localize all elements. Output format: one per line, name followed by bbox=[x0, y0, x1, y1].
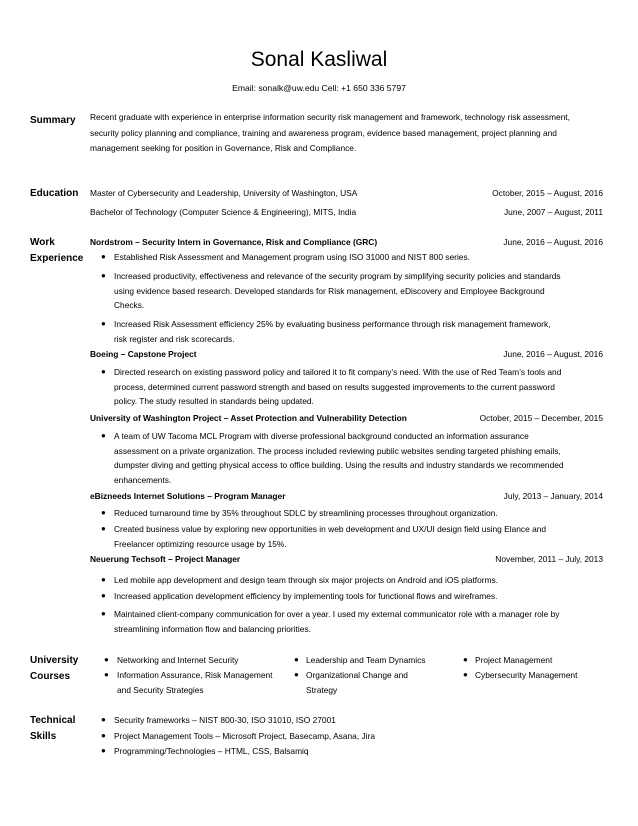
job-header bbox=[90, 411, 603, 425]
job-title: eBizneeds Internet Solutions – Program Manager bbox=[90, 491, 286, 501]
course-item: Networking and Internet Security bbox=[117, 655, 239, 665]
job-bullet: Established Risk Assessment and Management program using ISO 31000 and NIST 800 series. bbox=[114, 252, 470, 262]
bullet-icon: ● bbox=[294, 670, 299, 679]
course-item: Leadership and Team Dynamics bbox=[306, 655, 426, 665]
education-degree: Bachelor of Technology (Computer Science & Engineering), MITS, India bbox=[90, 207, 357, 217]
job-dates: November, 2011 – July, 2013 bbox=[495, 554, 603, 564]
bullet-icon: ● bbox=[101, 367, 106, 376]
job-dates: October, 2015 – December, 2015 bbox=[479, 413, 603, 423]
summary-label: Summary bbox=[30, 115, 76, 126]
bullet-icon: ● bbox=[101, 575, 106, 584]
job-bullet: Maintained client-company communication for over a year. I used my external communicator role with a manager role by streamlining information flow and balancing priorities. bbox=[114, 609, 560, 634]
bullet-icon: ● bbox=[101, 319, 106, 328]
work-label-line2: Experience bbox=[30, 253, 84, 264]
job-dates: July, 2013 – January, 2014 bbox=[503, 491, 603, 501]
job-header bbox=[90, 347, 603, 361]
work-label bbox=[30, 235, 86, 267]
job-title: Boeing – Capstone Project bbox=[90, 349, 197, 359]
bullet-icon: ● bbox=[101, 508, 106, 517]
job-title: Nordstrom – Security Intern in Governance, Risk and Compliance (GRC) bbox=[90, 237, 378, 247]
bullet-icon: ● bbox=[101, 731, 106, 740]
job-dates: June, 2016 – August, 2016 bbox=[503, 349, 603, 359]
skills-label bbox=[30, 713, 86, 745]
job-bullet: Increased application development efficiency by implementing tools for functional flows and wireframes. bbox=[114, 591, 498, 601]
job-title: Neuerung Techsoft – Project Manager bbox=[90, 554, 241, 564]
work-label-line1: Work bbox=[30, 237, 55, 248]
course-item: Information Assurance, Risk Management and Security Strategies bbox=[117, 670, 273, 695]
skill-item: Project Management Tools – Microsoft Project, Basecamp, Asana, Jira bbox=[114, 731, 375, 741]
bullet-icon: ● bbox=[104, 670, 109, 679]
education-dates: October, 2015 – August, 2016 bbox=[492, 188, 603, 198]
courses-label-line1: University bbox=[30, 655, 79, 666]
education-dates: June, 2007 – August, 2011 bbox=[503, 207, 603, 217]
job-header bbox=[90, 235, 603, 249]
job-bullet: Increased Risk Assessment efficiency 25% by evaluating business performance through risk management framework, risk register and risk scorecards. bbox=[114, 319, 551, 344]
bullet-icon: ● bbox=[101, 431, 106, 440]
course-item: Project Management bbox=[475, 655, 553, 665]
skill-item: Programming/Technologies – HTML, CSS, Balsamiq bbox=[114, 746, 309, 756]
course-item: Organizational Change and Strategy bbox=[306, 670, 408, 695]
education-item bbox=[90, 186, 603, 200]
bullet-icon: ● bbox=[463, 655, 468, 664]
job-title: University of Washington Project – Asset Protection and Vulnerability Detection bbox=[90, 413, 407, 423]
job-bullet: Reduced turnaround time by 35% throughout SDLC by streamlining processes throughout organization. bbox=[114, 508, 498, 518]
education-label: Education bbox=[30, 188, 79, 199]
bullet-icon: ● bbox=[463, 670, 468, 679]
education-item bbox=[90, 205, 603, 219]
candidate-name: Sonal Kasliwal bbox=[250, 48, 388, 71]
bullet-icon: ● bbox=[104, 655, 109, 664]
bullet-icon: ● bbox=[101, 746, 106, 755]
job-bullet: Led mobile app development and design team through six major projects on Android and iOS platforms. bbox=[114, 575, 499, 585]
bullet-icon: ● bbox=[101, 252, 106, 261]
bullet-icon: ● bbox=[101, 609, 106, 618]
education-degree: Master of Cybersecurity and Leadership, University of Washington, USA bbox=[90, 188, 358, 198]
summary-text: Recent graduate with experience in enterprise information security risk management and framework, technology risk assessment, security policy planning and compliance, training and awareness program, evidence based management, project planning and management seeking for position in Governance, Risk and Compliance. bbox=[90, 112, 570, 153]
job-dates: June, 2016 – August, 2016 bbox=[503, 237, 603, 247]
job-header bbox=[90, 489, 603, 503]
job-bullet: Created business value by exploring new opportunities in web development and UX/UI design field using Elance and Freelancer optimizing resource usage by 15%. bbox=[114, 524, 547, 549]
skills-label-line2: Skills bbox=[30, 731, 57, 742]
contact-info: Email: sonalk@uw.edu Cell: +1 650 336 5797 bbox=[232, 83, 406, 93]
course-item: Cybersecurity Management bbox=[475, 670, 578, 680]
skills-label-line1: Technical bbox=[30, 715, 76, 726]
courses-label-line2: Courses bbox=[30, 671, 71, 682]
bullet-icon: ● bbox=[101, 715, 106, 724]
courses-label bbox=[30, 653, 86, 685]
job-header bbox=[90, 552, 603, 566]
bullet-icon: ● bbox=[101, 524, 106, 533]
bullet-icon: ● bbox=[101, 271, 106, 280]
bullet-icon: ● bbox=[101, 591, 106, 600]
job-bullet: A team of UW Tacoma MCL Program with diverse professional background conducted an information assurance assessment on a private organization. The process included reviewing public websites sending targeted phishing emails, dumpster diving and getting physical access to office building. Using the results and industry standards we recommended enhancements. bbox=[114, 431, 564, 485]
bullet-icon: ● bbox=[294, 655, 299, 664]
skill-item: Security frameworks – NIST 800-30, ISO 31010, ISO 27001 bbox=[114, 715, 336, 725]
job-bullet: Increased productivity, effectiveness and relevance of the security program by simplifying security policies and standards using evidence based research. Developed standards for Risk management, eDiscovery and Employee Background Checks. bbox=[114, 271, 561, 310]
job-bullet: Directed research on existing password policy and tailored it to fit company’s need. With the use of Red Team’s tools and process, determined current password strength and based on results suggested improvements to the current password policy. The study resulted in standards being updated. bbox=[114, 367, 562, 406]
